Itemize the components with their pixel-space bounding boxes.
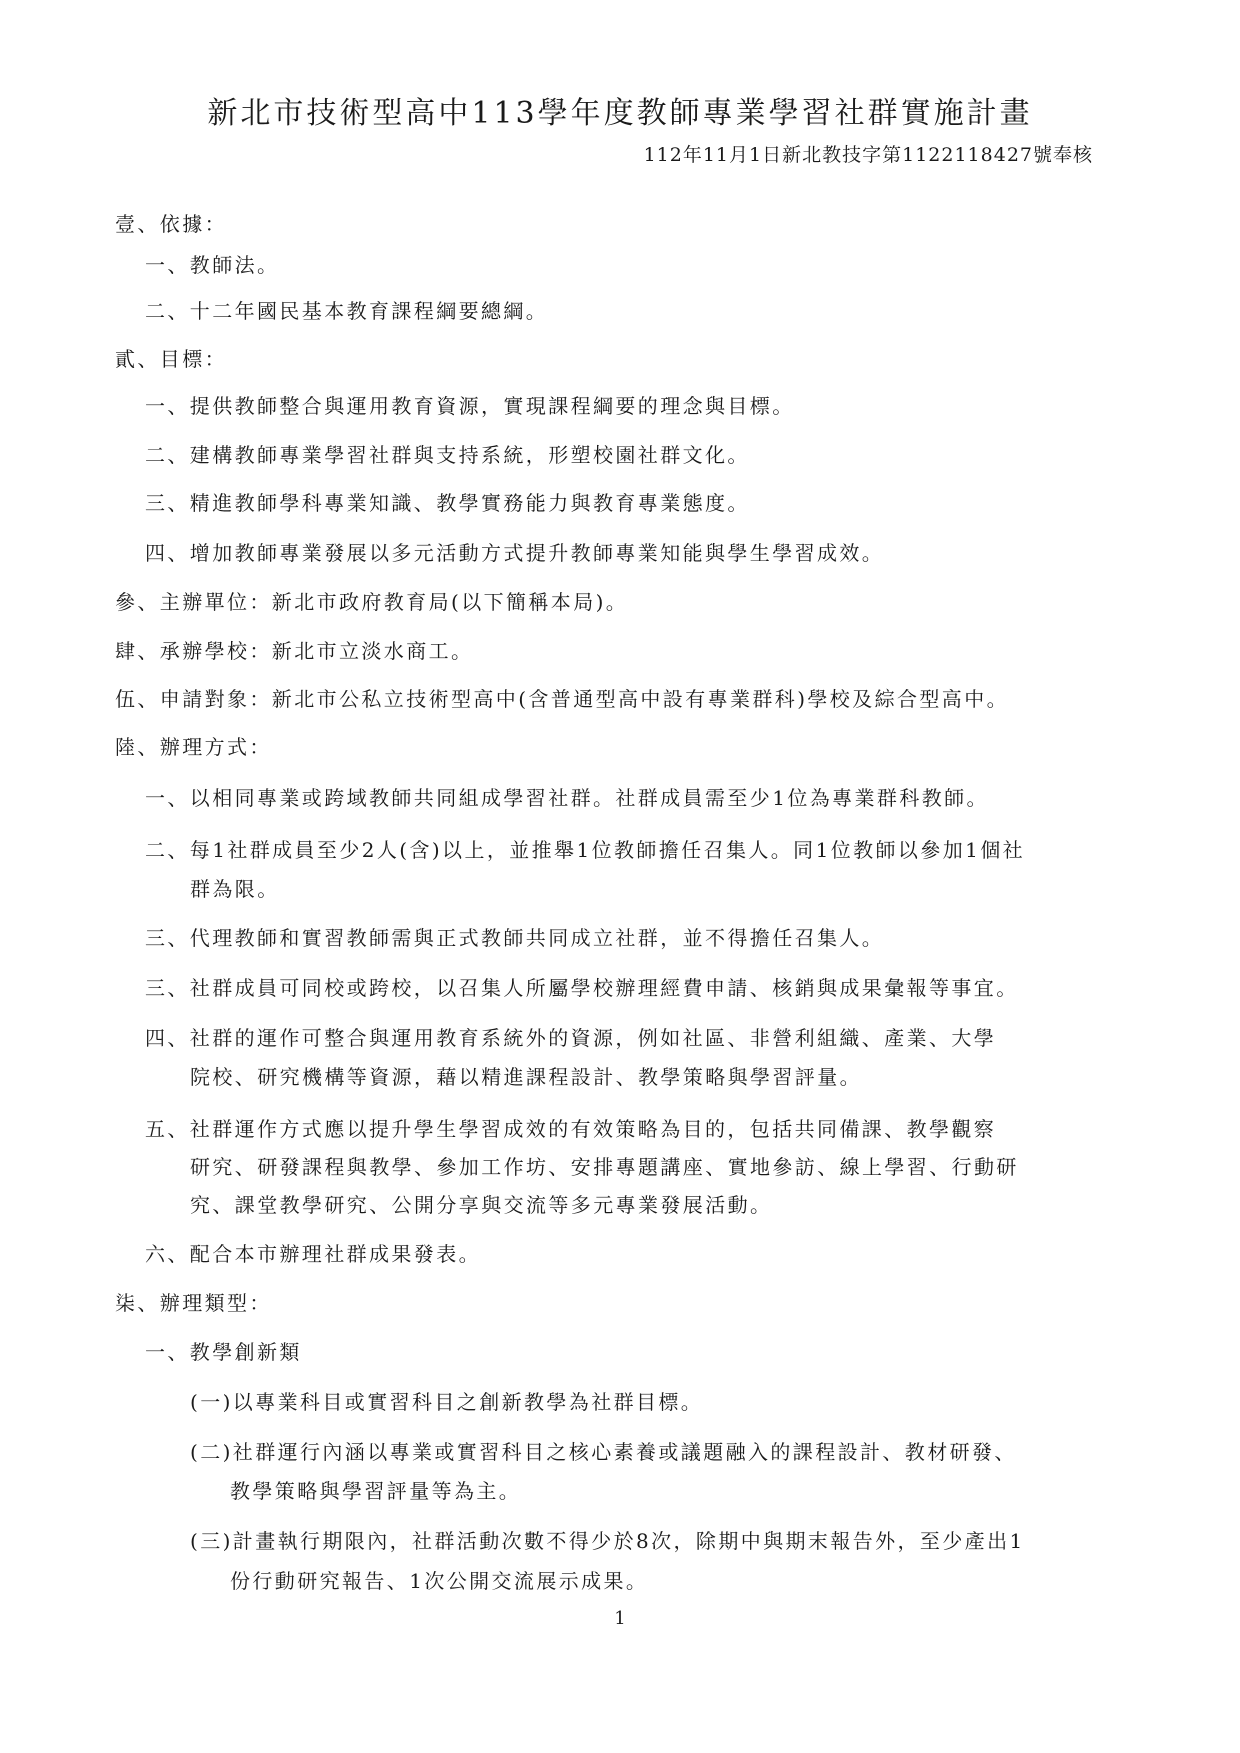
approval-line: 112年11月1日新北教技字第1122118427號奉核 bbox=[643, 144, 1093, 166]
list-item: 三、社群成員可同校或跨校，以召集人所屬學校辦理經費申請、核銷與成果彙報等事宜。 bbox=[145, 976, 1019, 1000]
list-item: 六、配合本市辦理社群成果發表。 bbox=[145, 1242, 481, 1266]
sub-list-item: (三)計畫執行期限內，社群活動次數不得少於8次，除期中與期末報告外，至少產出1 bbox=[190, 1529, 1025, 1553]
list-item: 一、教師法。 bbox=[145, 253, 280, 277]
list-item: 二、建構教師專業學習社群與支持系統，形塑校園社群文化。 bbox=[145, 443, 750, 467]
list-item: 五、社群運作方式應以提升學生學習成效的有效策略為目的，包括共同備課、教學觀察 bbox=[145, 1117, 997, 1141]
list-item-continuation: 研究、研發課程與教學、參加工作坊、安排專題講座、實地參訪、線上學習、行動研 bbox=[190, 1155, 1019, 1179]
section-heading: 參、主辦單位：新北市政府教育局(以下簡稱本局)。 bbox=[115, 590, 629, 614]
document-title: 新北市技術型高中113學年度教師專業學習社群實施計畫 bbox=[207, 96, 1033, 131]
list-item: 一、以相同專業或跨域教師共同組成學習社群。社群成員需至少1位為專業群科教師。 bbox=[145, 786, 989, 810]
section-heading: 柒、辦理類型： bbox=[115, 1291, 272, 1315]
list-item-continuation: 群為限。 bbox=[190, 877, 280, 901]
section-heading: 壹、依據： bbox=[115, 212, 227, 236]
sub-list-item-continuation: 教學策略與學習評量等為主。 bbox=[230, 1479, 522, 1503]
list-item-continuation: 究、課堂教學研究、公開分享與交流等多元專業發展活動。 bbox=[190, 1193, 773, 1217]
list-item: 四、增加教師專業發展以多元活動方式提升教師專業知能與學生學習成效。 bbox=[145, 541, 885, 565]
sub-list-item-continuation: 份行動研究報告、1次公開交流展示成果。 bbox=[230, 1569, 649, 1593]
section-heading: 肆、承辦學校：新北市立淡水商工。 bbox=[115, 639, 474, 663]
list-item: 二、每1社群成員至少2人(含)以上，並推舉1位教師擔任召集人。同1位教師以參加1個社 bbox=[145, 838, 1026, 862]
list-item: 四、社群的運作可整合與運用教育系統外的資源，例如社區、非營利組織、產業、大學 bbox=[145, 1026, 997, 1050]
sub-list-item: (一)以專業科目或實習科目之創新教學為社群目標。 bbox=[190, 1390, 704, 1414]
list-item: 三、精進教師學科專業知識、教學實務能力與教育專業態度。 bbox=[145, 491, 750, 515]
section-heading: 貳、目標： bbox=[115, 347, 227, 371]
list-item: 三、代理教師和實習教師需與正式教師共同成立社群，並不得擔任召集人。 bbox=[145, 926, 885, 950]
section-heading: 伍、申請對象：新北市公私立技術型高中(含普通型高中設有專業群科)學校及綜合型高中。 bbox=[115, 687, 1010, 711]
list-item: 一、教學創新類 bbox=[145, 1340, 302, 1364]
page-number: 1 bbox=[614, 1608, 626, 1629]
section-heading: 陸、辦理方式： bbox=[115, 735, 272, 759]
list-item: 二、十二年國民基本教育課程綱要總綱。 bbox=[145, 299, 549, 323]
list-item: 一、提供教師整合與運用教育資源，實現課程綱要的理念與目標。 bbox=[145, 394, 795, 418]
sub-list-item: (二)社群運行內涵以專業或實習科目之核心素養或議題融入的課程設計、教材研發、 bbox=[190, 1440, 1017, 1464]
list-item-continuation: 院校、研究機構等資源，藉以精進課程設計、教學策略與學習評量。 bbox=[190, 1065, 862, 1089]
